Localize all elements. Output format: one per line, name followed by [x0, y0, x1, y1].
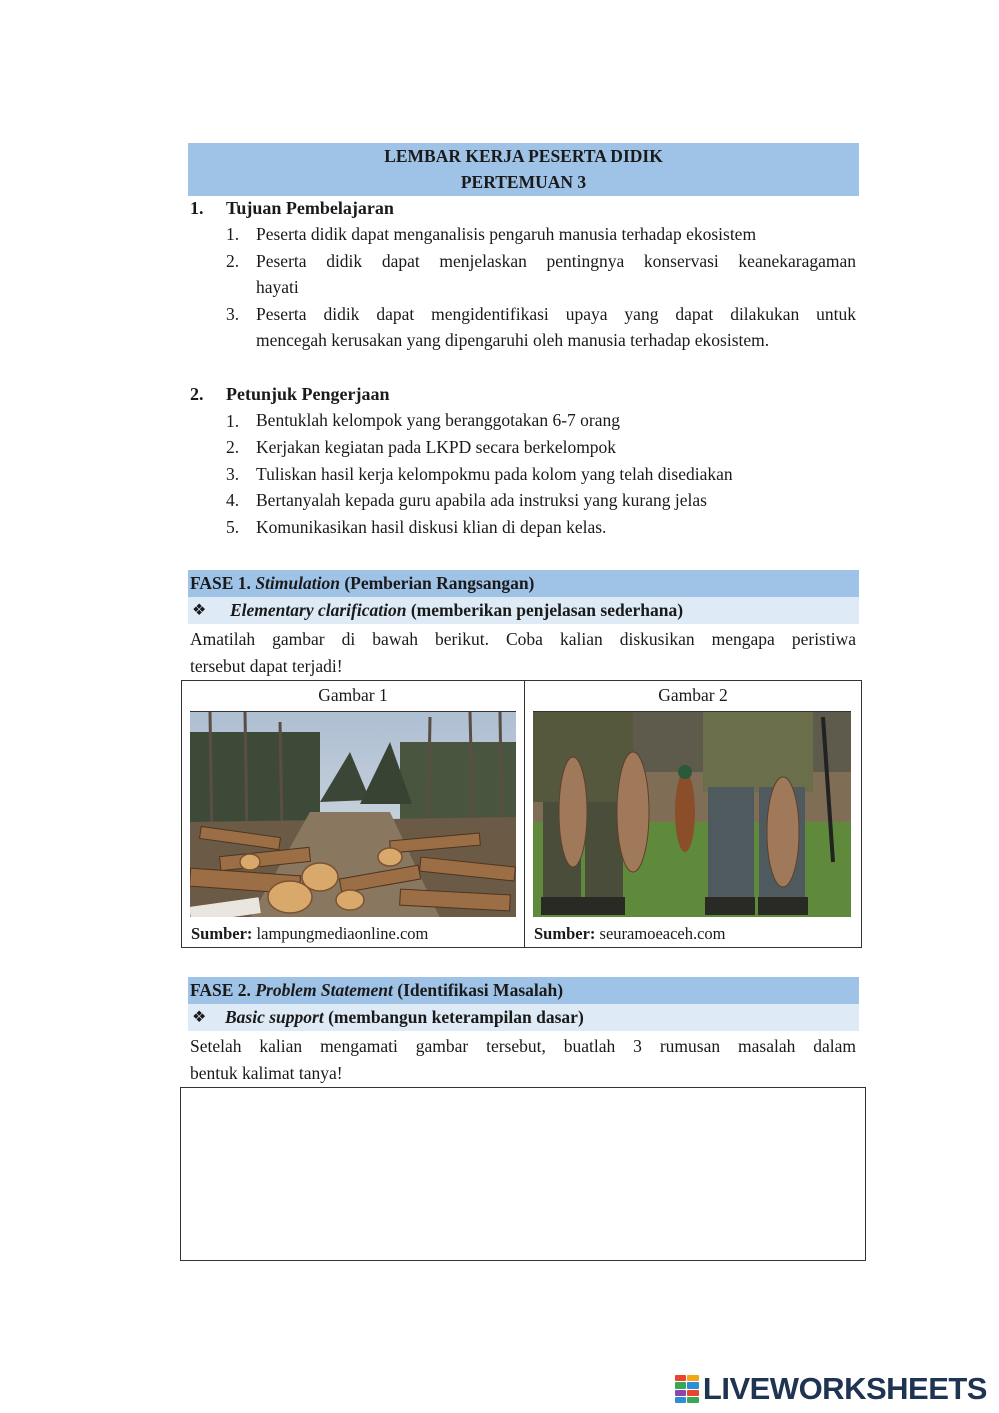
phase1-instruction-line2: tersebut dapat terjadi! [190, 656, 343, 676]
objective-2-number: 2. [226, 251, 240, 271]
liveworksheets-logo-icon [675, 1375, 699, 1403]
deforestation-photo [190, 711, 516, 917]
problem-statement-answer-box[interactable] [180, 1087, 866, 1261]
objective-3-line1: Peserta didik dapat mengidentifikasi upaya yang dapat dilakukan untuk [256, 304, 856, 324]
diamond-bullet-icon: ❖ [192, 602, 207, 619]
phase2-header [188, 977, 859, 1004]
phase1-sub-rest: (memberikan penjelasan sederhana) [410, 600, 684, 620]
image-2-source [534, 923, 726, 945]
phase1-header [188, 570, 859, 597]
instruction-3-number: 3. [226, 464, 240, 484]
section1-heading: Tujuan Pembelajaran [226, 198, 394, 218]
instruction-2-number: 2. [226, 437, 240, 457]
instruction-3-text: Tuliskan hasil kerja kelompokmu pada kolom yang telah disediakan [256, 464, 733, 484]
image-2-source-text: seuramoeaceh.com [599, 924, 726, 943]
phase1-suffix: (Pemberian Rangsangan) [344, 573, 535, 593]
title-line-2: PERTEMUAN 3 [460, 172, 587, 192]
instruction-5-text: Komunikasikan hasil diskusi klian di depan kelas. [256, 517, 607, 537]
phase2-instruction-line2: bentuk kalimat tanya! [190, 1063, 343, 1083]
image-2-source-label: Sumber: [534, 924, 596, 943]
phase2-instruction-line1: Setelah kalian mengamati gambar tersebut, buatlah 3 rumusan masalah dalam [190, 1036, 856, 1056]
title-line-1: LEMBAR KERJA PESERTA DIDIK [384, 146, 663, 166]
phase2-italic: Problem Statement [255, 980, 393, 1000]
image-1-source [191, 923, 428, 945]
objective-3-number: 3. [226, 304, 240, 324]
section2-heading: Petunjuk Pengerjaan [226, 384, 390, 404]
phase2-instruction [190, 1033, 856, 1087]
objective-1-number: 1. [226, 224, 240, 244]
instruction-5-number: 5. [226, 517, 240, 537]
worksheet-title [188, 143, 859, 196]
phase2-prefix: FASE 2. [190, 980, 251, 1000]
phase1-sub-italic: Elementary clarification [230, 600, 407, 620]
diamond-bullet-icon: ❖ [192, 1009, 207, 1026]
image-cell-1 [182, 681, 525, 948]
phase1-prefix: FASE 1. [190, 573, 251, 593]
section2-number: 2. [190, 384, 204, 404]
instruction-2-text: Kerjakan kegiatan pada LKPD secara berkelompok [256, 437, 617, 457]
phase2-suffix: (Identifikasi Masalah) [397, 980, 564, 1000]
instruction-4-text: Bertanyalah kepada guru apabila ada instruksi yang kurang jelas [256, 490, 707, 510]
objective-2-line2: hayati [256, 277, 299, 297]
liveworksheets-logo-text: LIVEWORKSHEETS [702, 1371, 987, 1406]
liveworksheets-logo [675, 1372, 987, 1406]
phase1-subheader [188, 597, 859, 624]
image-1-source-label: Sumber: [191, 924, 253, 943]
phase2-subheader [188, 1004, 859, 1031]
objective-1-text: Peserta didik dapat menganalisis pengaruh manusia terhadap ekosistem [256, 224, 757, 244]
phase1-instruction [190, 626, 856, 680]
image-1-source-text: lampungmediaonline.com [256, 924, 429, 943]
objective-3-line2: mencegah kerusakan yang dipengaruhi oleh manusia terhadap ekosistem. [256, 330, 770, 350]
instruction-4-number: 4. [226, 490, 240, 510]
image-cell-2 [525, 681, 862, 948]
objective-2-line1: Peserta didik dapat menjelaskan pentingnya konservasi keanekaragaman [256, 251, 856, 271]
phase2-sub-italic: Basic support [225, 1007, 324, 1027]
instruction-1-text: Bentuklah kelompok yang beranggotakan 6-7 orang [256, 410, 620, 430]
phase1-instruction-line1: Amatilah gambar di bawah berikut. Coba kalian diskusikan mengapa peristiwa [190, 629, 856, 649]
image-1-caption: Gambar 1 [318, 685, 388, 705]
image-2-caption: Gambar 2 [658, 685, 728, 705]
image-table [181, 680, 862, 948]
phase2-sub-rest: (membangun keterampilan dasar) [328, 1007, 584, 1027]
instruction-1-number: 1. [226, 411, 240, 431]
hunting-photo [533, 711, 851, 917]
phase1-italic: Stimulation [255, 573, 340, 593]
section1-number: 1. [190, 198, 204, 218]
